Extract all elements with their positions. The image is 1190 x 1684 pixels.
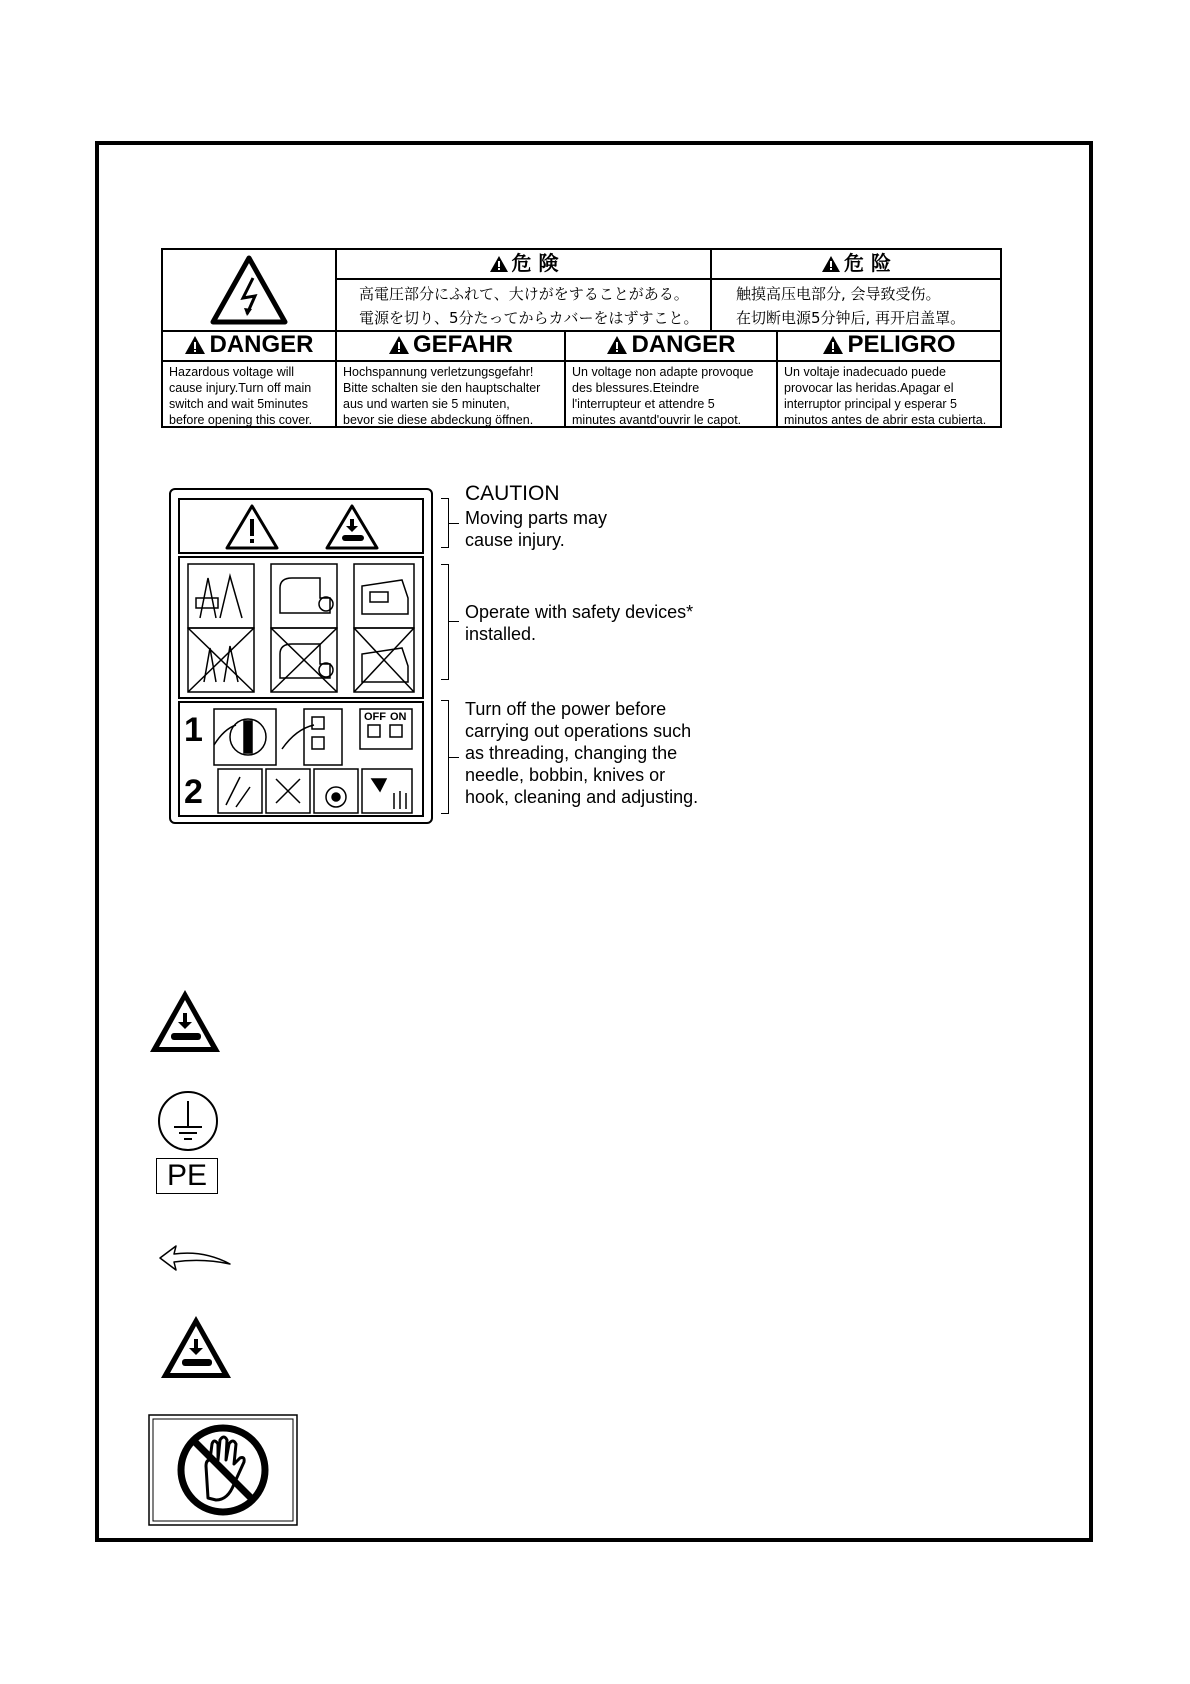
hand-crush-warning-icon: [147, 987, 223, 1055]
jp-warning-cell: [337, 250, 712, 332]
fr-text: Un voltage non adapte provoque des blessures.Eteindre l'interrupteur et attendre 5 minutes avantd'ouvrir le capot.: [572, 365, 754, 427]
de-warning-cell: [337, 332, 566, 426]
es-heading: PELIGRO: [778, 332, 1000, 362]
switch-on-label: ON: [390, 711, 407, 723]
es-warning-cell: [778, 332, 1000, 426]
cn-text-line1: 触摸高压电部分, 会导致受伤。: [736, 285, 941, 303]
de-text: Hochspannung verletzungsgefahr! Bitte schalten sie den hauptschalter aus und warten sie 5 minuten, bevor sie diese abdeckung öffnen.: [343, 365, 541, 427]
es-text: Un voltaje inadecuado puede provocar las heridas.Apagar el interruptor principal y esperar 5 minutos antes de abrir esta cubierta.: [784, 365, 987, 427]
switch-off-label: OFF: [364, 711, 386, 723]
general-warning-icon: [224, 503, 280, 551]
en-heading: DANGER: [163, 332, 335, 362]
en-text: Hazardous voltage will cause injury.Turn off main switch and wait 5minutes before opening this cover.: [169, 365, 313, 427]
caution-warning-row: [178, 498, 424, 554]
power-switch-illustration: [210, 705, 420, 815]
fr-warning-cell: [566, 332, 778, 426]
safety-devices-illustration: [180, 558, 422, 697]
safety-devices-text: Operate with safety devices* installed.: [465, 602, 694, 644]
do-not-touch-icon: [148, 1414, 298, 1526]
danger-label: [161, 248, 1002, 428]
turn-off-power-text: Turn off the power before carrying out operations such as threading, changing the needle, bobbin, knives or hook, cleaning and adjusting.: [465, 699, 699, 807]
cn-heading: 危 险: [712, 250, 1000, 280]
safety-devices-grid: [178, 556, 424, 699]
high-voltage-icon: [209, 254, 289, 326]
step-1-number: 1: [184, 711, 203, 749]
bracket-turn-off: [441, 700, 449, 814]
moving-parts-text: Moving parts may cause injury.: [465, 508, 608, 550]
protective-earth-icon: [156, 1089, 220, 1153]
rotation-direction-arrow-icon: [156, 1240, 234, 1274]
bracket-moving-parts: [441, 498, 449, 548]
high-voltage-cell: [163, 250, 337, 332]
step-2-number: 2: [184, 773, 203, 811]
power-off-steps: [178, 701, 424, 817]
cn-text-line2: 在切断电源5分钟后, 再开启盖罩。: [736, 309, 966, 327]
jp-heading: 危 険: [337, 250, 710, 280]
bracket-tick: [449, 621, 459, 622]
caution-label: [169, 488, 433, 824]
warning-triangle-icon: [184, 335, 206, 355]
warning-triangle-icon: [489, 255, 509, 273]
caution-title: CAUTION: [465, 482, 560, 505]
cn-warning-cell: [712, 250, 1000, 332]
bracket-safety-devices: [441, 564, 449, 680]
pe-label: PE: [156, 1158, 218, 1194]
jp-text-line2: 電源を切り、5分たってからカバーをはずすこと。: [359, 309, 699, 327]
en-warning-cell: [163, 332, 337, 426]
warning-triangle-icon: [606, 335, 628, 355]
de-heading: GEFAHR: [337, 332, 564, 362]
jp-text-line1: 高電圧部分にふれて、大けがをすることがある。: [359, 285, 689, 303]
hand-crush-warning-icon: [324, 503, 380, 551]
hand-crush-warning-icon: [158, 1313, 234, 1381]
warning-triangle-icon: [821, 255, 841, 273]
warning-triangle-icon: [822, 335, 844, 355]
fr-heading: DANGER: [566, 332, 776, 362]
bracket-tick: [449, 757, 459, 758]
bracket-tick: [449, 523, 459, 524]
warning-triangle-icon: [388, 335, 410, 355]
